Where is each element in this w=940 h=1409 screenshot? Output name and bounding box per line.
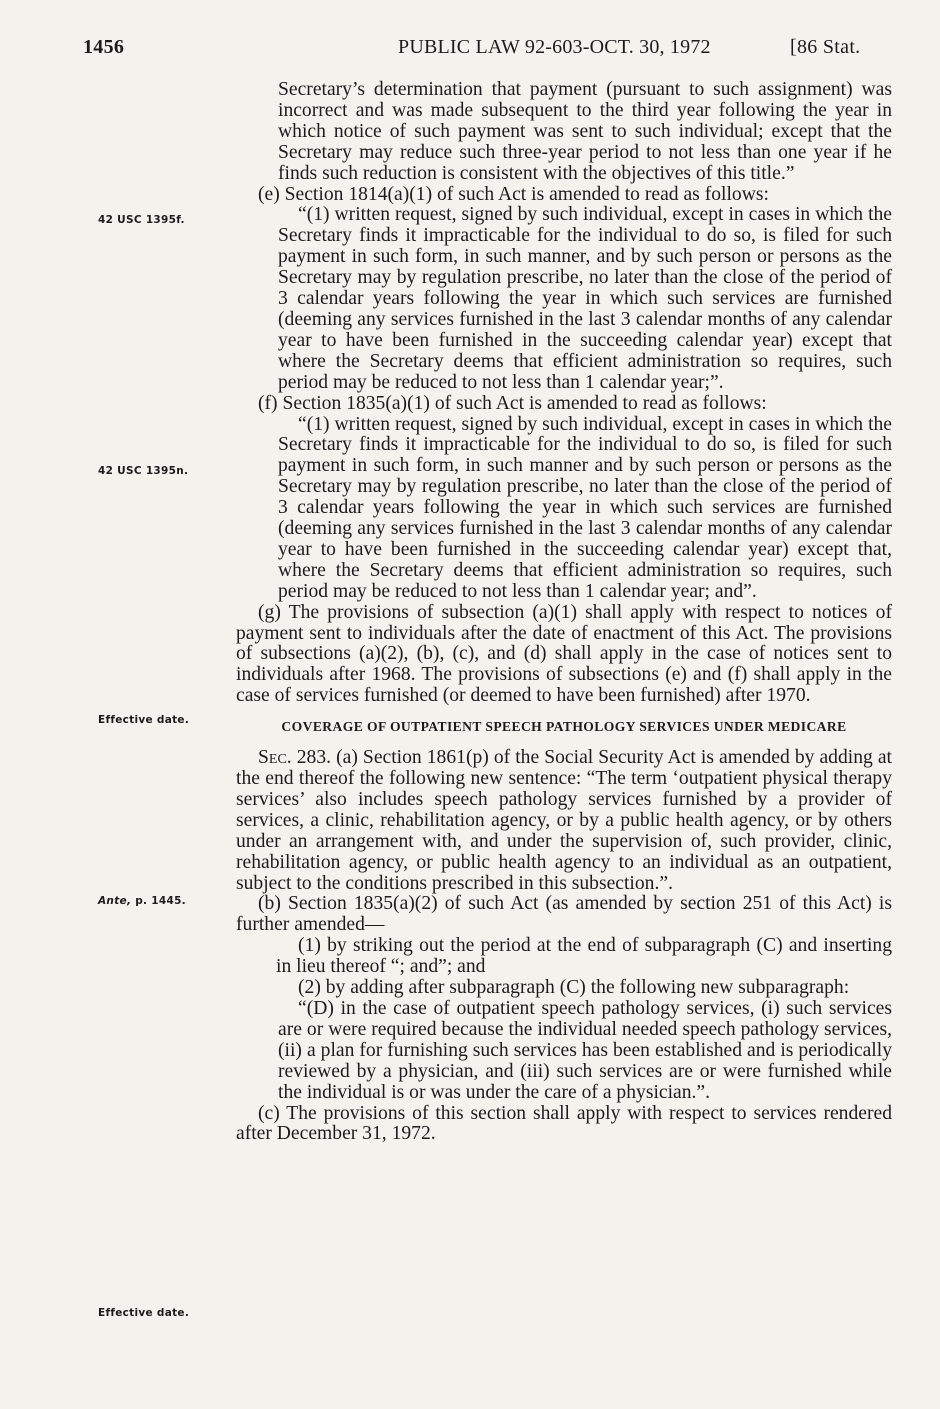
section-label: Sec. 283. (258, 747, 332, 769)
page-number: 1456 (83, 36, 125, 58)
subparagraph-d-quoted-text: “(D) in the case of outpatient speech pathology services, (i) such services are or were required because the individual needed speech pathology services, (ii) a plan for furnishing such services has been established and is periodically reviewed by a physician, and (iii) such services are or were furnished while the individual is or was under the care of a physician.”. (278, 997, 892, 1103)
ante-label: Ante, (98, 895, 132, 907)
paragraph-continuation: Secretary’s determination that payment (pursuant to such assignment) was incorrect and was made subsequent to the third year following the year in which notice of such payment was sent to such individual; except that the Secretary may reduce such three-year period to not less than one year if he finds such reduction is consistent with the objectives of this title.” (278, 79, 892, 184)
subsection-f-quoted-text: “(1) written request, signed by such individual, except in cases in which the Secretary finds it impracticable for the individual to do so, is filed for such payment in such form, in such manner and by such person or persons as the Secretary may by regulation prescribe, no later than the close of the period of 3 calendar years following the year in which such services are furnished (deeming any services furnished in the last 3 calendar months of any calendar year to have been furnished in the succeeding calendar year) except that, where the Secretary deems that efficient administration so requires, such period may be reduced to not less than 1 calendar year; and”. (278, 413, 892, 602)
subsection-b-item-2: (2) by adding after subparagraph (C) the following new subparagraph: (298, 977, 850, 999)
ante-page: p. 1445. (131, 895, 186, 907)
section-283-subsection-a (236, 748, 892, 894)
subsection-e-intro: (e) Section 1814(a)(1) of such Act is amended to read as follows: (258, 183, 769, 205)
page-header (0, 36, 940, 66)
subsection-e-quoted-text: “(1) written request, signed by such individual, except in cases in which the Secretary finds it impracticable for the individual to do so, is filed for such payment in such form, in such manner, and by such person or persons as the Secretary may by regulation prescribe, no later than the close of the period of 3 calendar years following the year in which such services are furnished (deeming any services furnished in the last 3 calendar months of any calendar year to have been furnished in the succeeding calendar year) except that where the Secretary deems that efficient administration so requires, such period may be reduced to not less than 1 calendar year;”. (278, 204, 892, 393)
statute-reference: [86 Stat. (790, 36, 861, 58)
subsection-f-intro: (f) Section 1835(a)(1) of such Act is amended to read as follows: (258, 392, 767, 414)
margin-note-ante-reference (98, 895, 186, 907)
section-283-a-text: (a) Section 1861(p) of the Social Security Act is amended by adding at the end thereof the following new sentence: “The term ‘outpatient physical therapy services’ also includes speech pathology services furnished by a provider of services, a clinic, rehabilitation agency, or by a public health agency, or by others under an arrangement with, and under the supervision of, such provider, clinic, rehabilitation agency, or public health agency to an individual as an outpatient, subject to the conditions prescribed in this subsection.”. (236, 747, 893, 894)
body-text (236, 80, 892, 1145)
margin-note-effective-date-2: Effective date. (98, 1307, 190, 1319)
section-heading: COVERAGE OF OUTPATIENT SPEECH PATHOLOGY SERVICES UNDER MEDICARE (281, 719, 847, 735)
subsection-b-item-1: (1) by striking out the period at the end of subparagraph (C) and inserting in lieu thereof “; and”; and (276, 935, 892, 978)
law-title: PUBLIC LAW 92-603-OCT. 30, 1972 (398, 36, 711, 58)
section-283-subsection-c: (c) The provisions of this section shall apply with respect to services rendered after December 31, 1972. (236, 1102, 892, 1145)
margin-note-42-usc-1395n: 42 USC 1395n. (98, 465, 189, 477)
margin-note-42-usc-1395f: 42 USC 1395f. (98, 214, 185, 226)
margin-note-effective-date: Effective date. (98, 714, 190, 726)
section-283-subsection-b: (b) Section 1835(a)(2) of such Act (as amended by section 251 of this Act) is further amended— (236, 893, 892, 936)
subsection-g-effective-date: (g) The provisions of subsection (a)(1) shall apply with respect to notices of payment sent to individuals after the date of enactment of this Act. The provisions of subsections (a)(2), (b), (c), and (d) shall apply in the case of notices sent to individuals after 1968. The provisions of subsections (e) and (f) shall apply in the case of services furnished (or deemed to have been furnished) after 1970. (236, 601, 892, 707)
